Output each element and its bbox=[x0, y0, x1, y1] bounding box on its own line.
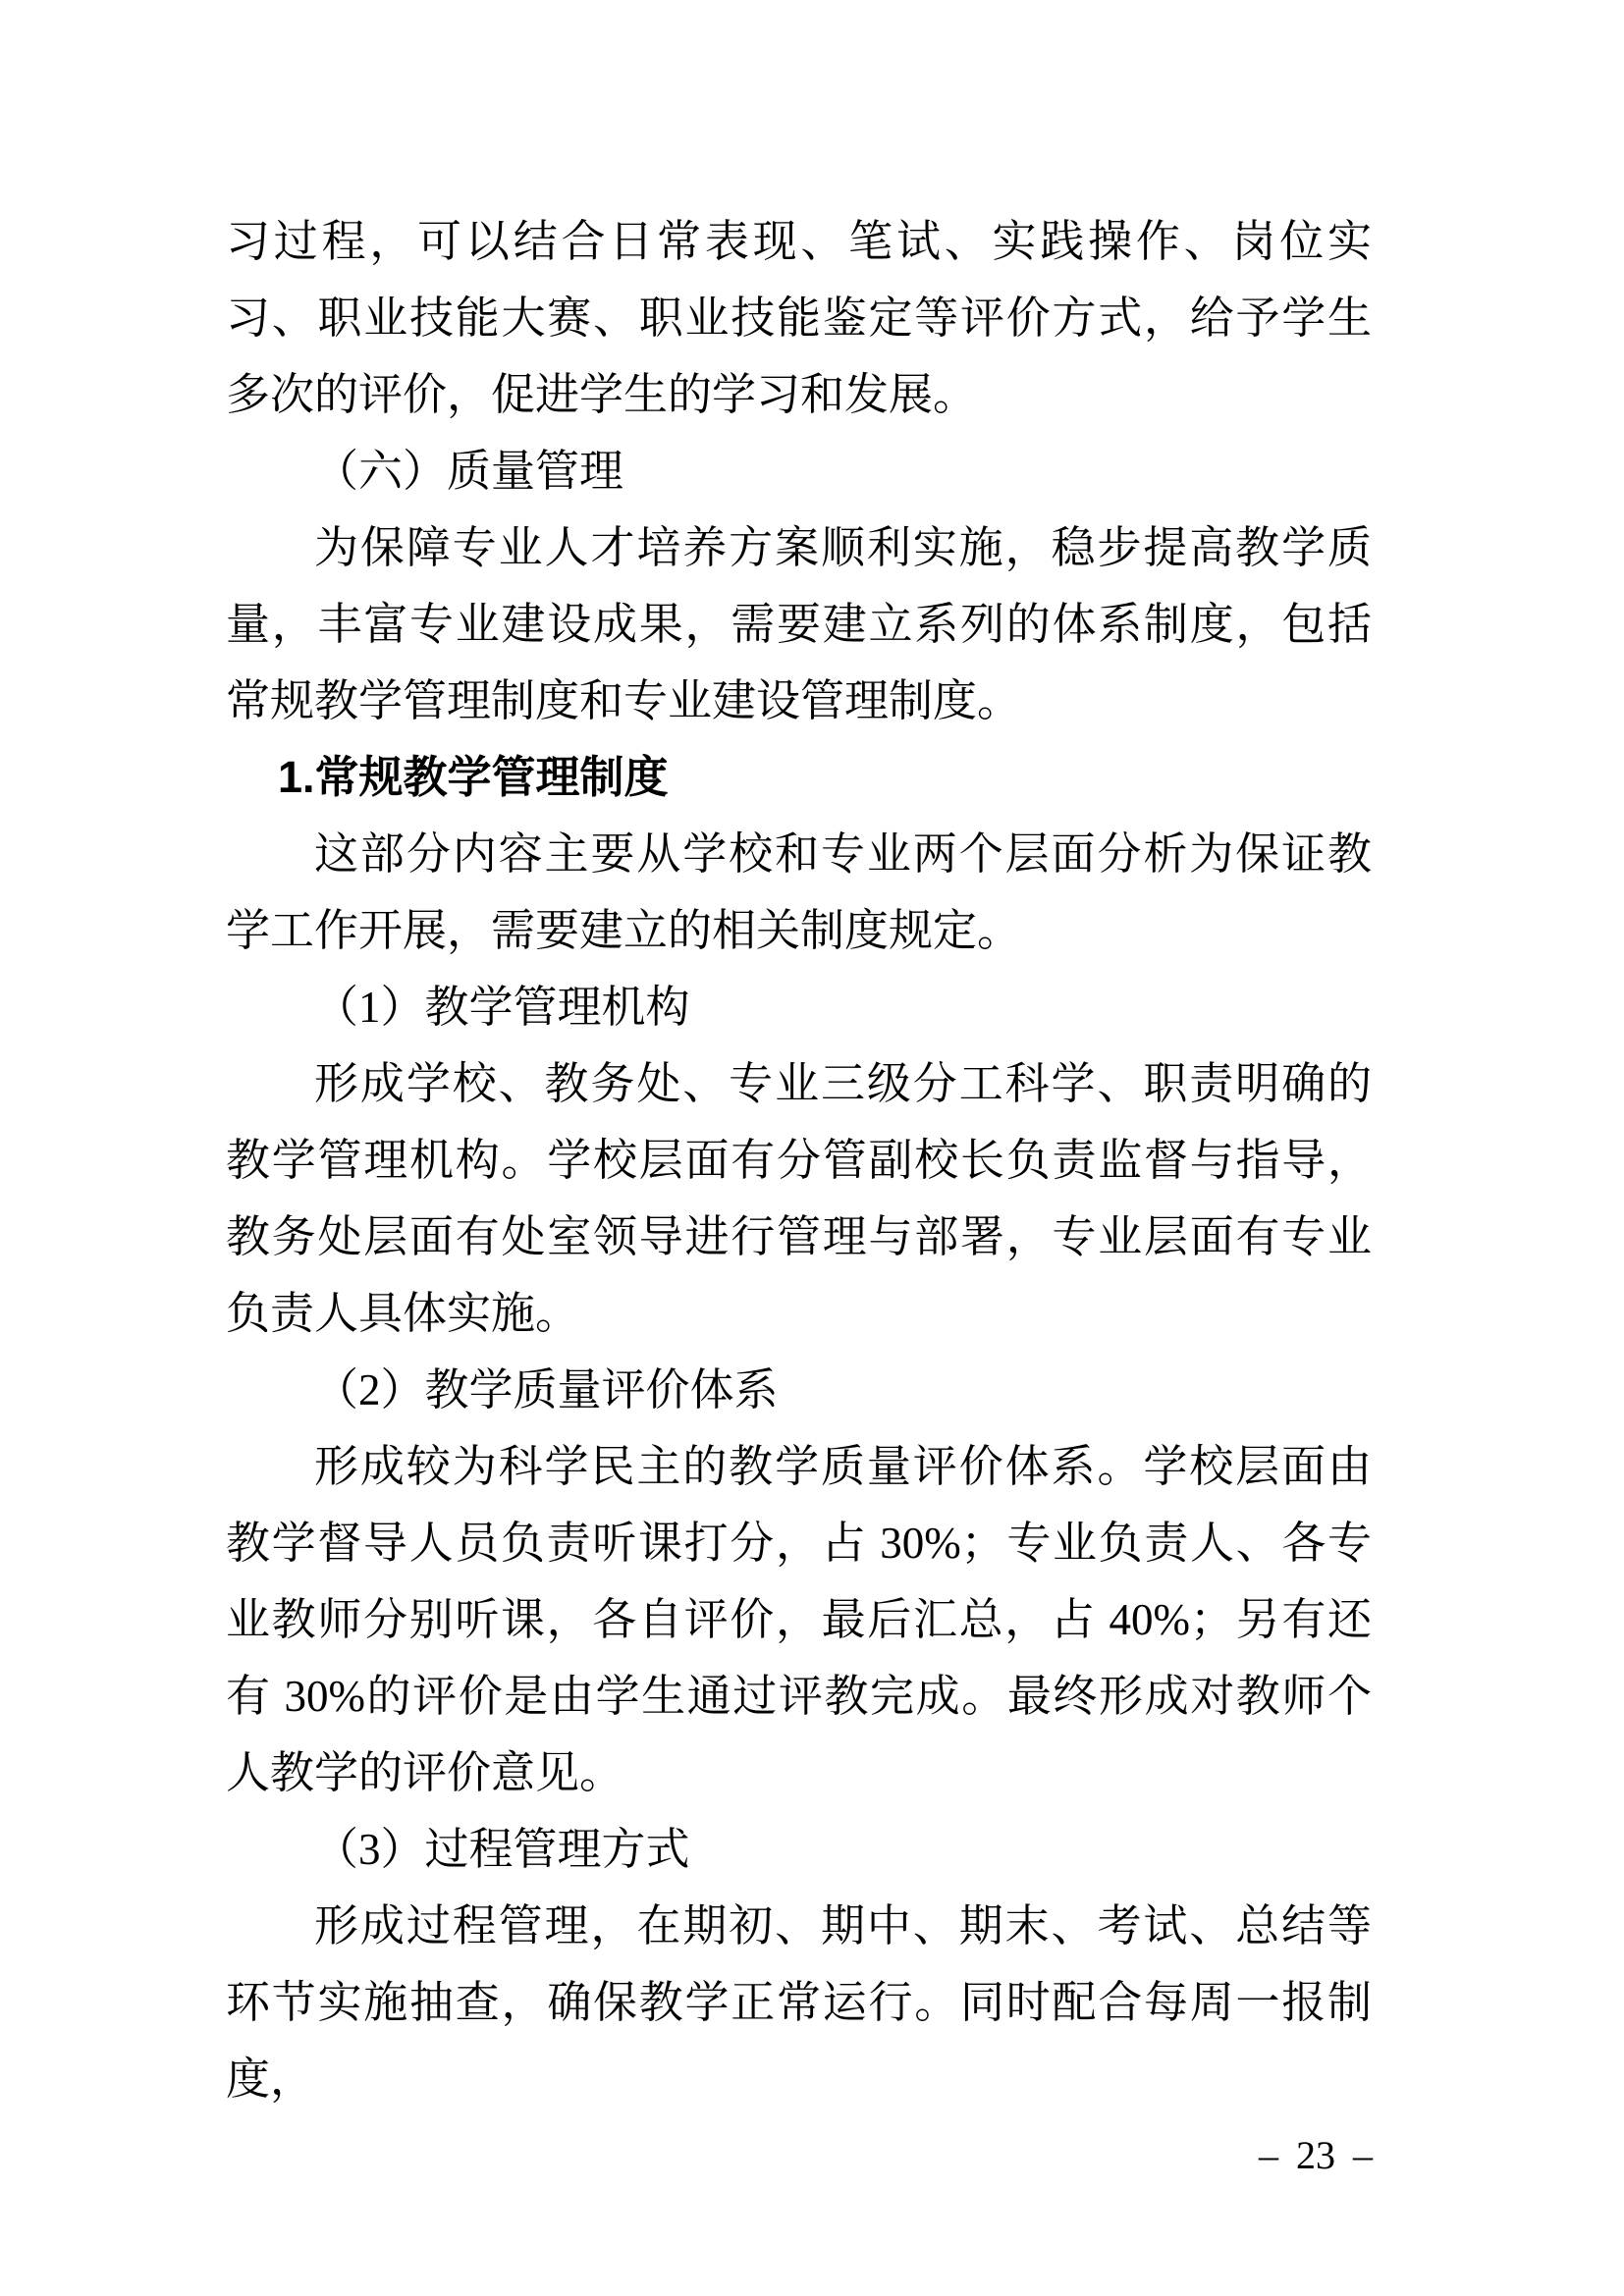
item-heading-process-management: （3）过程管理方式 bbox=[314, 1825, 690, 1874]
item-heading-quality-evaluation-system: （2）教学质量评价体系 bbox=[314, 1365, 779, 1415]
paragraph-quality-evaluation-system: 形成较为科学民主的教学质量评价体系。学校层面由教学督导人员负责听课打分，占 30%；专业负责人、各专业教师分别听课，各自评价，最后汇总，占 40%；另有还有 30%的评价是由学生通过评教完成。最终形成对教师个人教学的评价意见。 bbox=[226, 1442, 1372, 1797]
page-number: – 23 – bbox=[1259, 2133, 1373, 2177]
subsection-heading-regular-teaching-system: 1.常规教学管理制度 bbox=[278, 752, 669, 802]
section-heading-quality-management: （六）质量管理 bbox=[314, 447, 624, 496]
paragraph-process-management: 形成过程管理，在期初、期中、期末、考试、总结等环节实施抽查，确保教学正常运行。同时配合每周一报制度， bbox=[226, 1901, 1372, 2104]
item-heading-teaching-management-org: （1）教学管理机构 bbox=[314, 983, 690, 1032]
document-body bbox=[226, 203, 1372, 2117]
paragraph-quality-intro: 为保障专业人才培养方案顺利实施，稳步提高教学质量，丰富专业建设成果，需要建立系列的体系制度，包括常规教学管理制度和专业建设管理制度。 bbox=[226, 523, 1372, 725]
paragraph-teaching-management-org: 形成学校、教务处、专业三级分工科学、职责明确的教学管理机构。学校层面有分管副校长负责监督与指导，教务处层面有处室领导进行管理与部署，专业层面有专业负责人具体实施。 bbox=[226, 1059, 1372, 1338]
paragraph-scope-overview: 这部分内容主要从学校和专业两个层面分析为保证教学工作开展，需要建立的相关制度规定。 bbox=[226, 829, 1372, 955]
paragraph-evaluation-continuation: 习过程，可以结合日常表现、笔试、实践操作、岗位实习、职业技能大赛、职业技能鉴定等评价方式，给予学生多次的评价，促进学生的学习和发展。 bbox=[226, 217, 1372, 419]
